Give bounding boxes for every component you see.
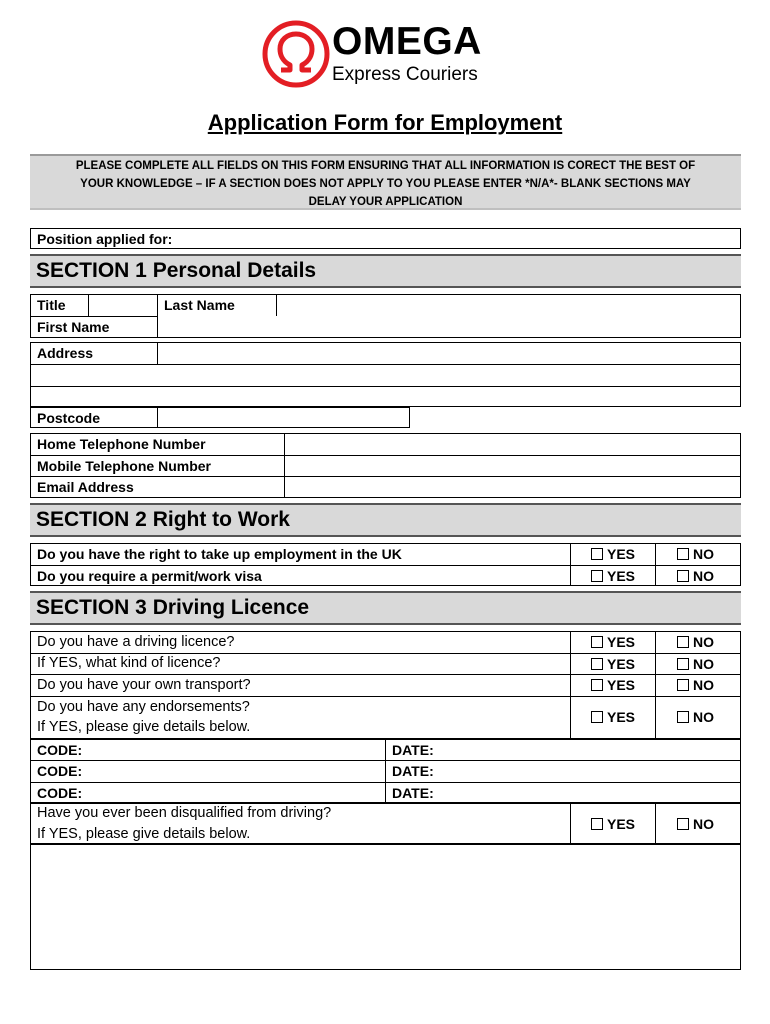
date-1-label: DATE: <box>392 742 434 758</box>
licence-kind-question: If YES, what kind of licence? <box>37 655 221 671</box>
disqualified-details-note: If YES, please give details below. <box>37 826 251 842</box>
last-name-input[interactable] <box>277 295 740 315</box>
notice-line-1: PLEASE COMPLETE ALL FIELDS ON THIS FORM ENSURING THAT ALL INFORMATION IS CORECT THE BEST OF <box>75 160 696 172</box>
endorsements-question: Do you have any endorsements? <box>37 699 250 715</box>
checkbox-icon <box>677 636 689 648</box>
work-visa-no[interactable]: NO <box>677 566 714 586</box>
page-title: Application Form for Employment <box>207 110 563 135</box>
checkbox-icon <box>591 658 603 670</box>
checkbox-icon <box>591 679 603 691</box>
date-1-input[interactable] <box>446 740 740 760</box>
mobile-phone-input[interactable] <box>285 456 740 475</box>
licence-kind-yes[interactable]: YES <box>591 654 635 674</box>
code-2-input[interactable] <box>98 761 384 781</box>
email-label: Email Address <box>37 479 134 495</box>
checkbox-icon <box>677 711 689 723</box>
logo-brand-text: OMEGA <box>332 20 482 63</box>
work-visa-question: Do you require a permit/work visa <box>37 568 262 584</box>
checkbox-icon <box>591 570 603 582</box>
checkbox-icon <box>677 570 689 582</box>
section-1-heading: SECTION 1 Personal Details <box>30 254 741 288</box>
title-label: Title <box>37 297 66 313</box>
checkbox-icon <box>677 818 689 830</box>
email-input[interactable] <box>285 477 740 497</box>
omega-logo-icon <box>262 20 330 88</box>
company-logo <box>262 20 512 88</box>
code-3-input[interactable] <box>98 783 384 802</box>
checkbox-icon <box>677 548 689 560</box>
own-transport-no[interactable]: NO <box>677 675 714 695</box>
code-1-label: CODE: <box>37 742 83 758</box>
address-line-1-input[interactable] <box>158 343 740 363</box>
own-transport-yes[interactable]: YES <box>591 675 635 695</box>
disqualification-details-textarea[interactable] <box>30 844 741 970</box>
endorsements-no[interactable]: NO <box>677 707 714 727</box>
logo-tagline: Express Couriers <box>332 64 478 85</box>
position-applied-label: Position applied for: <box>37 231 173 247</box>
postcode-label: Postcode <box>37 410 101 426</box>
disqualified-no[interactable]: NO <box>677 814 714 834</box>
endorsements-details-note: If YES, please give details below. <box>37 719 251 735</box>
code-2-label: CODE: <box>37 763 83 779</box>
licence-kind-no[interactable]: NO <box>677 654 714 674</box>
notice-line-3: DELAY YOUR APPLICATION <box>308 196 463 208</box>
first-name-input[interactable] <box>158 317 740 337</box>
checkbox-icon <box>591 636 603 648</box>
title-input[interactable] <box>89 295 156 315</box>
section-2-heading: SECTION 2 Right to Work <box>30 503 741 537</box>
checkbox-icon <box>677 679 689 691</box>
address-label: Address <box>37 345 94 361</box>
date-2-label: DATE: <box>392 763 434 779</box>
notice-line-2: YOUR KNOWLEDGE – IF A SECTION DOES NOT APPLY TO YOU PLEASE ENTER *N/A*- BLANK SECTIONS MAY <box>80 178 691 190</box>
own-transport-question: Do you have your own transport? <box>37 677 251 693</box>
address-line-3-input[interactable] <box>31 387 740 406</box>
checkbox-icon <box>677 658 689 670</box>
driving-licence-no[interactable]: NO <box>677 632 714 652</box>
code-3-label: CODE: <box>37 785 83 801</box>
disqualified-question: Have you ever been disqualified from driving? <box>37 805 332 821</box>
checkbox-icon <box>591 818 603 830</box>
section-3-heading: SECTION 3 Driving Licence <box>30 591 741 625</box>
date-3-input[interactable] <box>446 783 740 802</box>
endorsements-yes[interactable]: YES <box>591 707 635 727</box>
disqualified-yes[interactable]: YES <box>591 814 635 834</box>
right-to-work-no[interactable]: NO <box>677 544 714 564</box>
date-2-input[interactable] <box>446 761 740 781</box>
driving-licence-question: Do you have a driving licence? <box>37 634 235 650</box>
checkbox-icon <box>591 711 603 723</box>
right-to-work-yes[interactable]: YES <box>591 544 635 564</box>
driving-licence-yes[interactable]: YES <box>591 632 635 652</box>
home-phone-label: Home Telephone Number <box>37 436 206 452</box>
date-3-label: DATE: <box>392 785 434 801</box>
work-visa-yes[interactable]: YES <box>591 566 635 586</box>
last-name-label: Last Name <box>164 297 235 313</box>
checkbox-icon <box>591 548 603 560</box>
home-phone-input[interactable] <box>285 434 740 454</box>
instructions-notice <box>30 154 741 210</box>
right-to-work-question: Do you have the right to take up employment in the UK <box>37 546 402 562</box>
postcode-input[interactable] <box>158 408 409 427</box>
first-name-label: First Name <box>37 319 110 335</box>
address-line-2-input[interactable] <box>31 365 740 385</box>
mobile-phone-label: Mobile Telephone Number <box>37 458 211 474</box>
code-1-input[interactable] <box>98 740 384 760</box>
